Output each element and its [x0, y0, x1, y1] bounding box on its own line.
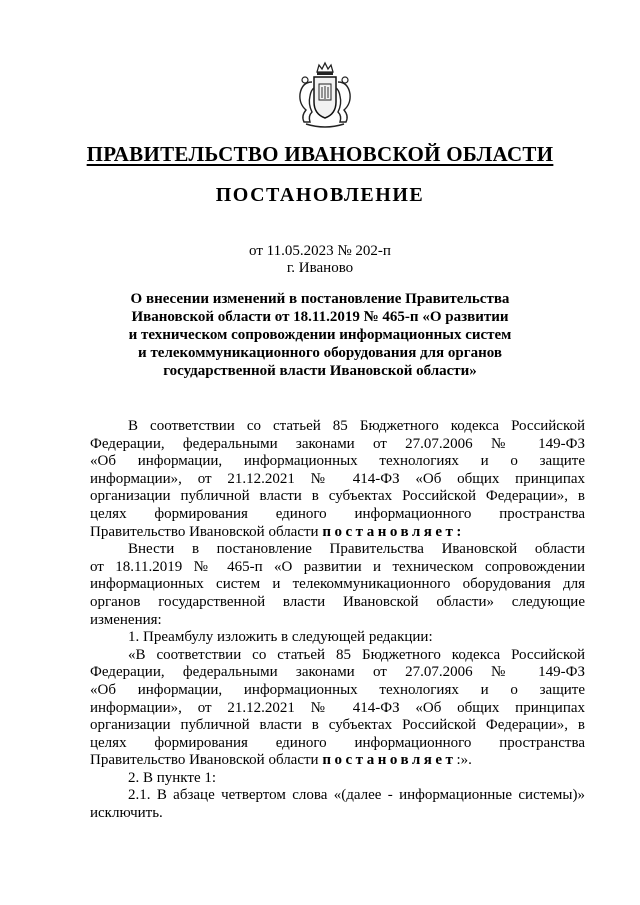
body-line: целях формирования единого информационного пространства: [90, 505, 585, 522]
body-line: «Об информации, информационных технологиях и о защите: [90, 453, 585, 470]
body-line: исключить.: [90, 805, 163, 822]
body-text: Правительство Ивановской области: [90, 752, 319, 769]
body-line: [90, 524, 585, 542]
document-body: [90, 418, 585, 823]
body-text: :».: [456, 752, 472, 769]
subject-line: и техническом сопровождении информационных систем: [128, 327, 512, 343]
body-line: 2. В пункте 1:: [128, 769, 217, 786]
city: г. Иваново: [286, 260, 354, 276]
body-line: «Об информации, информационных технологиях и о защите: [90, 681, 585, 698]
body-line: информации», от 21.12.2021 № 414-ФЗ «Об общих принципах: [90, 699, 585, 716]
body-line: 1. Преамбулу изложить в следующей редакции:: [128, 629, 433, 646]
document-type: ПОСТАНОВЛЕНИЕ: [215, 184, 425, 206]
body-line: изменения:: [90, 611, 162, 628]
body-line: целях формирования единого информационного пространства: [90, 734, 585, 751]
document-subject: [100, 290, 540, 380]
body-line: информационных систем и телекоммуникационного оборудования для: [90, 576, 585, 593]
organization-title: ПРАВИТЕЛЬСТВО ИВАНОВСКОЙ ОБЛАСТИ: [86, 142, 554, 166]
body-line: организации публичной власти в субъектах Российской Федерации», в: [90, 717, 585, 734]
decree-word: постановляет: [322, 752, 457, 769]
subject-line: государственной власти Ивановской области»: [163, 363, 477, 379]
body-line: органов государственной власти Ивановской области» следующие: [90, 593, 585, 610]
body-text: Правительство Ивановской области: [90, 523, 319, 540]
body-line: от 18.11.2019 № 465-п «О развитии и техническом сопровождении: [90, 558, 585, 575]
body-line: организации публичной власти в субъектах Российской Федерации», в: [90, 488, 585, 505]
subject-line: О внесении изменений в постановление Правительства: [130, 291, 510, 307]
date-number: от 11.05.2023 № 202-п: [249, 243, 391, 259]
coat-of-arms-icon: [290, 60, 360, 130]
body-line: [90, 752, 585, 770]
body-line: «В соответствии со статьей 85 Бюджетного кодекса Российской: [128, 646, 585, 663]
body-line: Внести в постановление Правительства Ивановской области: [128, 541, 585, 558]
body-line: Федерации, федеральными законами от 27.07.2006 № 149-ФЗ: [90, 435, 585, 452]
body-line: Федерации, федеральными законами от 27.07.2006 № 149-ФЗ: [90, 664, 585, 681]
body-line: В соответствии со статьей 85 Бюджетного кодекса Российской: [128, 418, 585, 434]
subject-line: Ивановской области от 18.11.2019 № 465-п «О развитии: [131, 309, 509, 325]
body-line: 2.1. В абзаце четвертом слова «(далее - информационные системы)»: [128, 787, 585, 804]
decree-word: постановляет:: [322, 523, 465, 540]
subject-line: и телекоммуникационного оборудования для органов: [138, 345, 502, 361]
body-line: информации», от 21.12.2021 № 414-ФЗ «Об общих принципах: [90, 470, 585, 487]
